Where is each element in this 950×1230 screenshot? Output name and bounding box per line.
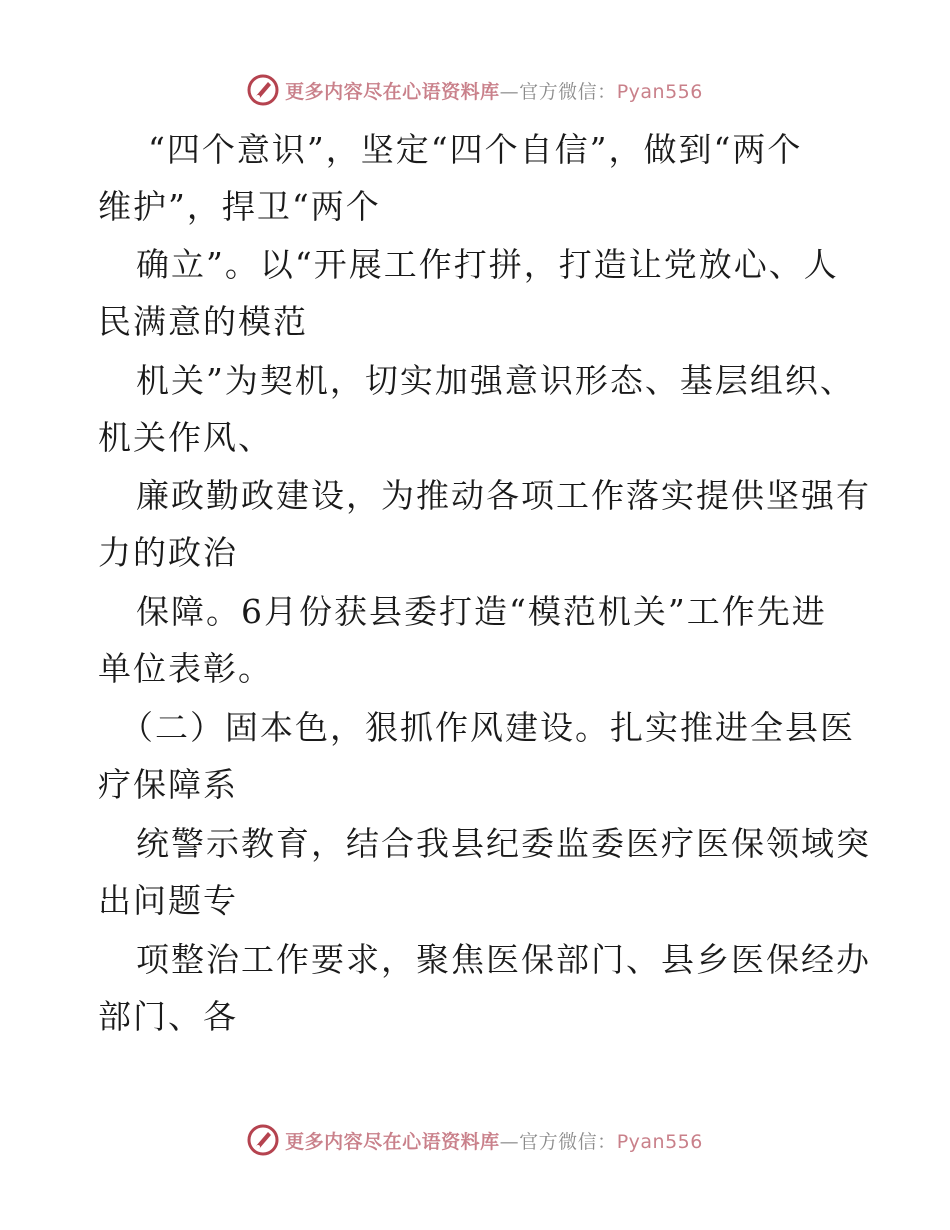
text-line: 统警示教育，结合我县纪委监委医疗医保领域突 xyxy=(136,824,871,863)
text-line: 维护”，捍卫“两个 xyxy=(98,187,381,226)
watermark-text xyxy=(285,77,703,104)
watermark-text xyxy=(285,1127,703,1154)
text-line: 民满意的模范 xyxy=(98,302,308,341)
text-line: 力的政治 xyxy=(98,533,238,572)
text-line: 出问题专 xyxy=(98,881,238,920)
text-line: 机关作风、 xyxy=(98,418,273,457)
watermark-label: 官方微信： xyxy=(519,1130,617,1153)
text-line: 项整治工作要求，聚焦医保部门、县乡医保经办 xyxy=(136,940,871,979)
text-line: 保障。6月份获县委打造“模范机关”工作先进 xyxy=(136,592,827,631)
footer-watermark xyxy=(0,1120,950,1160)
watermark-handle: Pyan556 xyxy=(616,80,703,103)
text-line: （二）固本色，狠抓作风建设。扎实推进全县医 xyxy=(120,708,855,747)
text-line: 部门、各 xyxy=(98,997,238,1036)
header-watermark xyxy=(0,70,950,110)
text-line: 单位表彰。 xyxy=(98,649,273,688)
watermark-separator: — xyxy=(499,80,520,103)
text-line: 廉政勤政建设，为推动各项工作落实提供坚强有 xyxy=(136,476,871,515)
watermark-handle: Pyan556 xyxy=(616,1130,703,1153)
watermark-brand: 更多内容尽在心语资料库 xyxy=(285,1130,500,1153)
text-line: 机关”为契机，切实加强意识形态、基层组织、 xyxy=(136,361,855,400)
logo-icon xyxy=(247,1124,279,1156)
watermark-separator: — xyxy=(499,1130,520,1153)
watermark-label: 官方微信： xyxy=(519,80,617,103)
text-line: “四个意识”，坚定“四个自信”，做到“两个 xyxy=(148,130,803,169)
logo-icon xyxy=(247,74,279,106)
watermark-brand: 更多内容尽在心语资料库 xyxy=(285,80,500,103)
text-line: 疗保障系 xyxy=(98,765,238,804)
text-line: 确立”。以“开展工作打拼，打造让党放心、人 xyxy=(136,245,839,284)
